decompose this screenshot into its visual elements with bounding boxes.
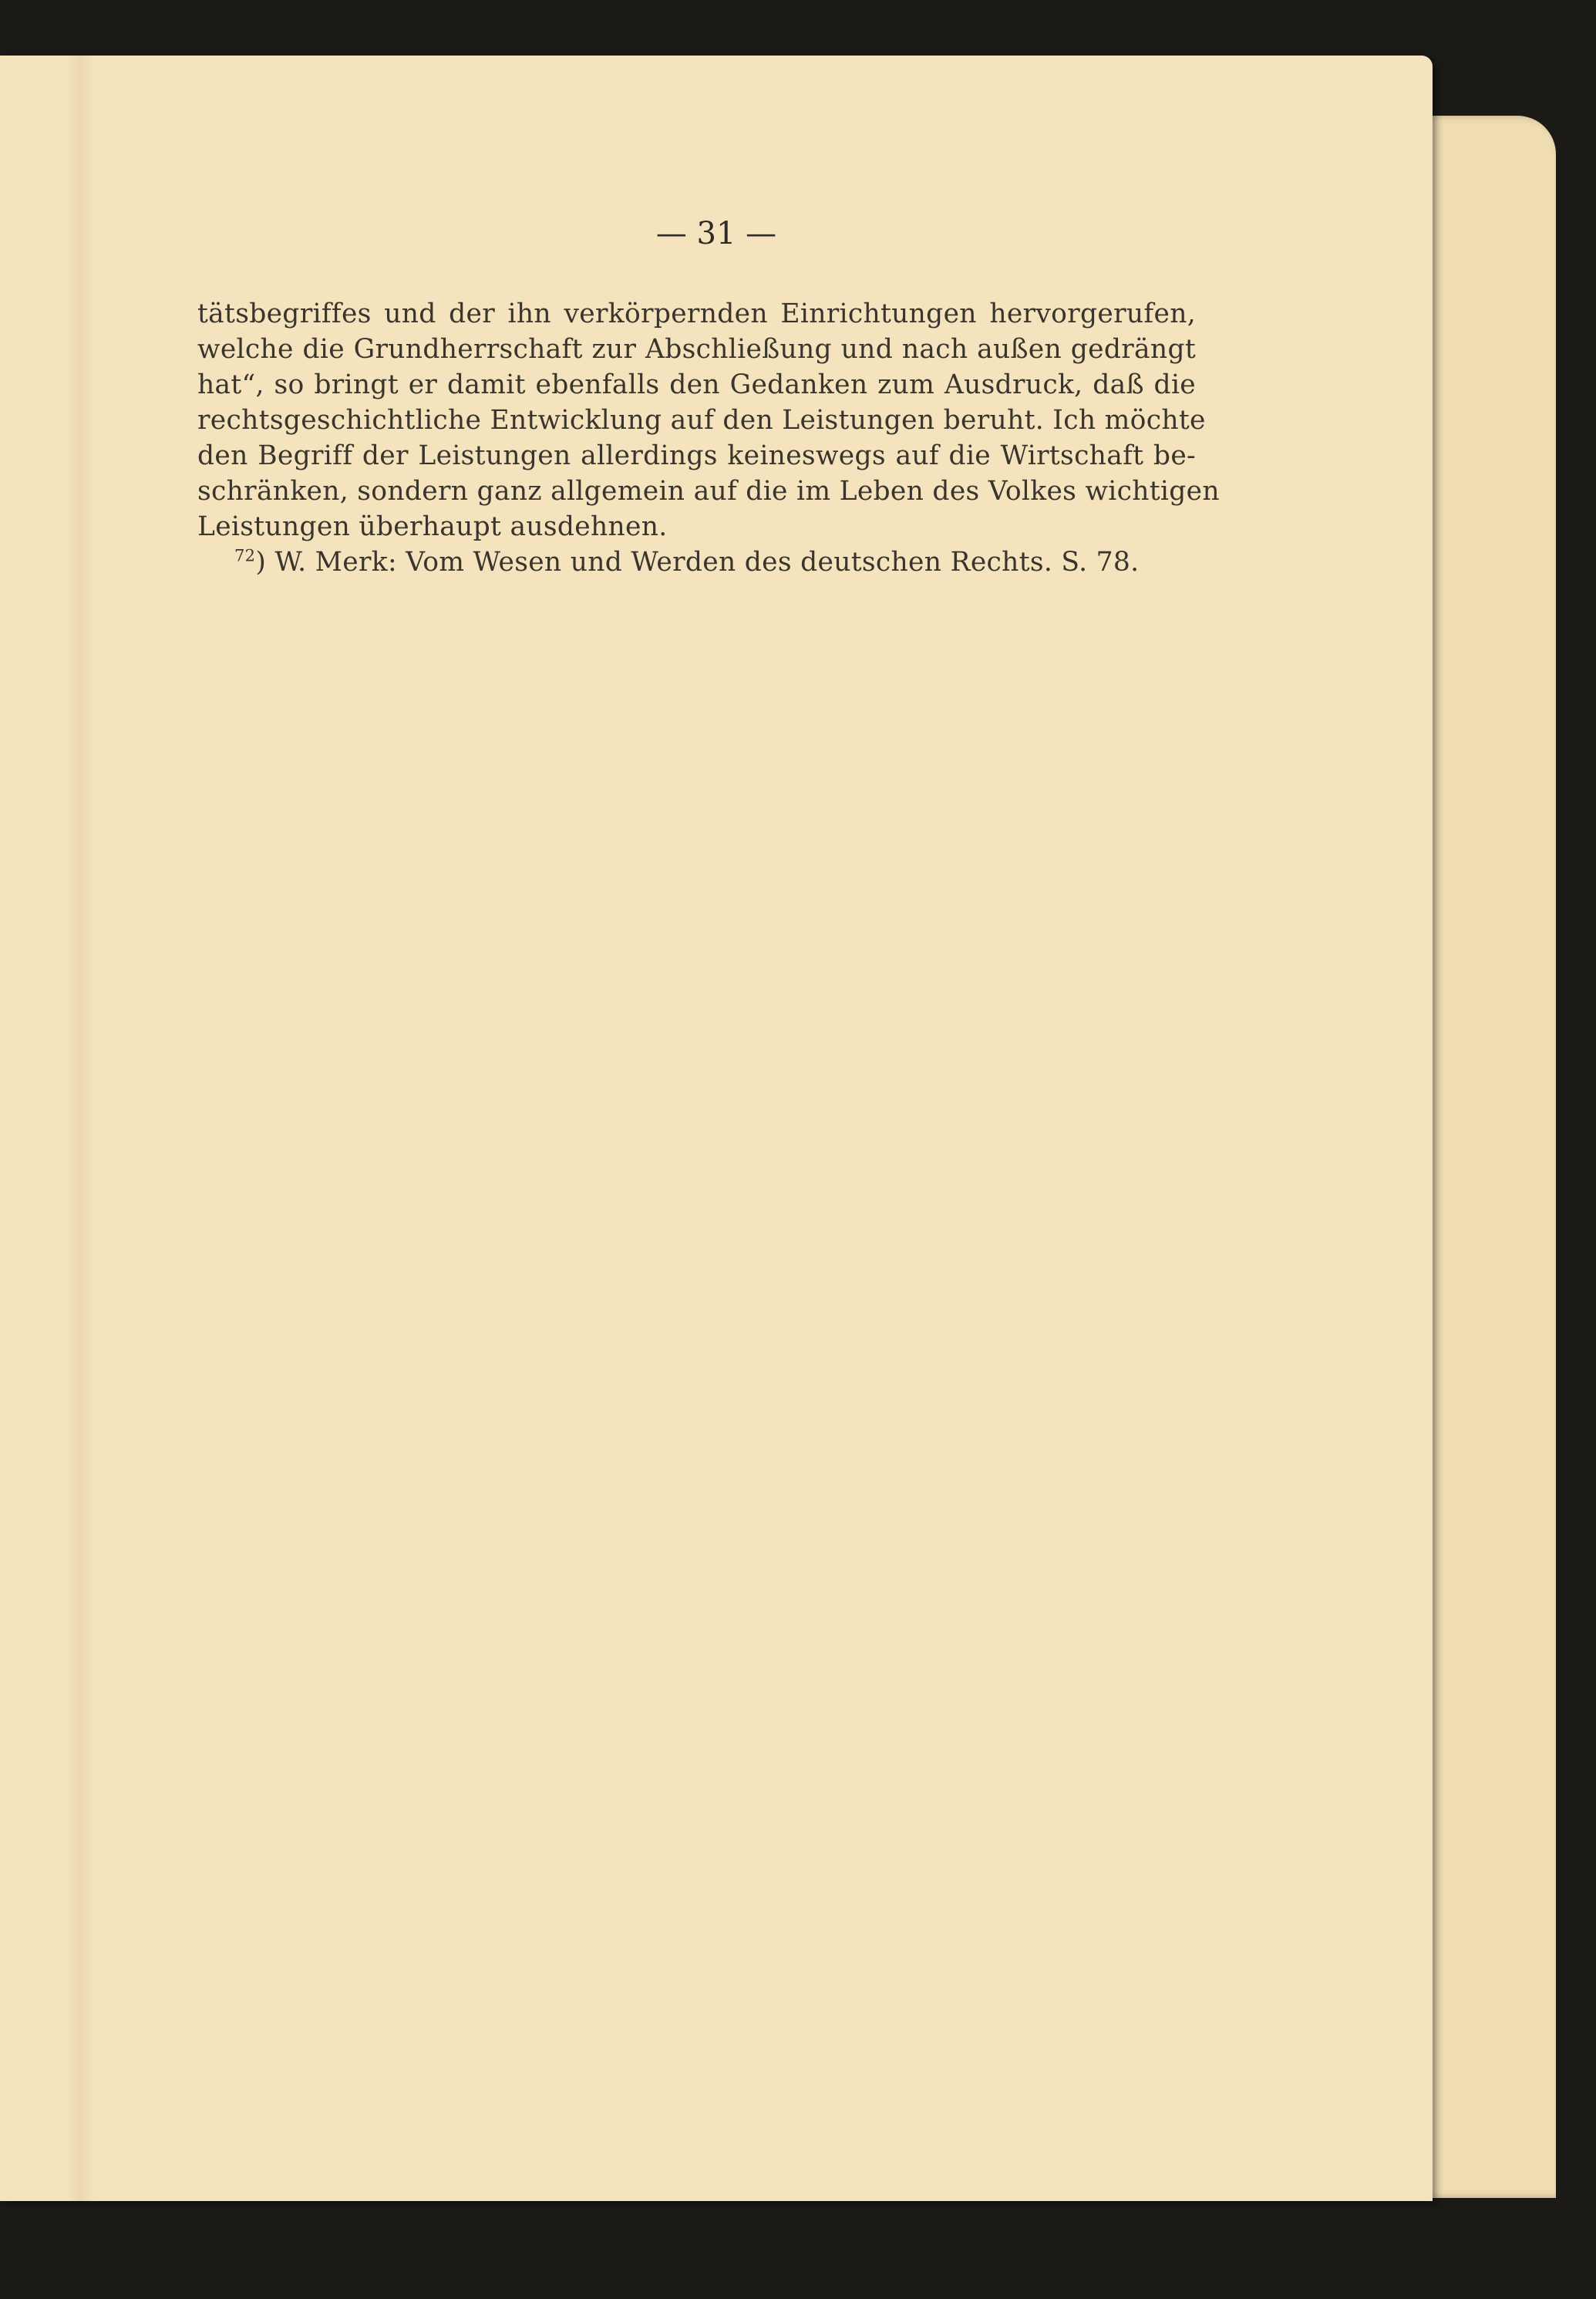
body-line: Leistungen überhaupt ausdehnen.	[197, 511, 668, 542]
page-number: — 31 —	[655, 216, 777, 251]
body-line: hat“, so bringt er damit ebenfalls den Gedanken zum Ausdruck, daß die	[197, 369, 1196, 400]
page-fold-shadow	[66, 56, 96, 2201]
footnote-text: ) W. Merk: Vom Wesen und Werden des deutschen Rechts. S. 78.	[255, 547, 1140, 578]
footnote	[197, 544, 1196, 580]
footnote-marker: 72	[234, 546, 256, 565]
body-line: welche die Grundherrschaft zur Abschließung und nach außen gedrängt	[197, 334, 1196, 365]
body-line: den Begriff der Leistungen allerdings keineswegs auf die Wirtschaft be-	[197, 440, 1196, 471]
body-line: rechtsgeschichtliche Entwicklung auf den Leistungen beruht. Ich möchte	[197, 405, 1206, 436]
body-line: tätsbegriffes und der ihn verkörpernden Einrichtungen hervorgerufen,	[197, 298, 1196, 329]
body-line: schränken, sondern ganz allgemein auf die im Leben des Volkes wichtigen	[197, 476, 1220, 507]
body-text	[197, 296, 1220, 580]
